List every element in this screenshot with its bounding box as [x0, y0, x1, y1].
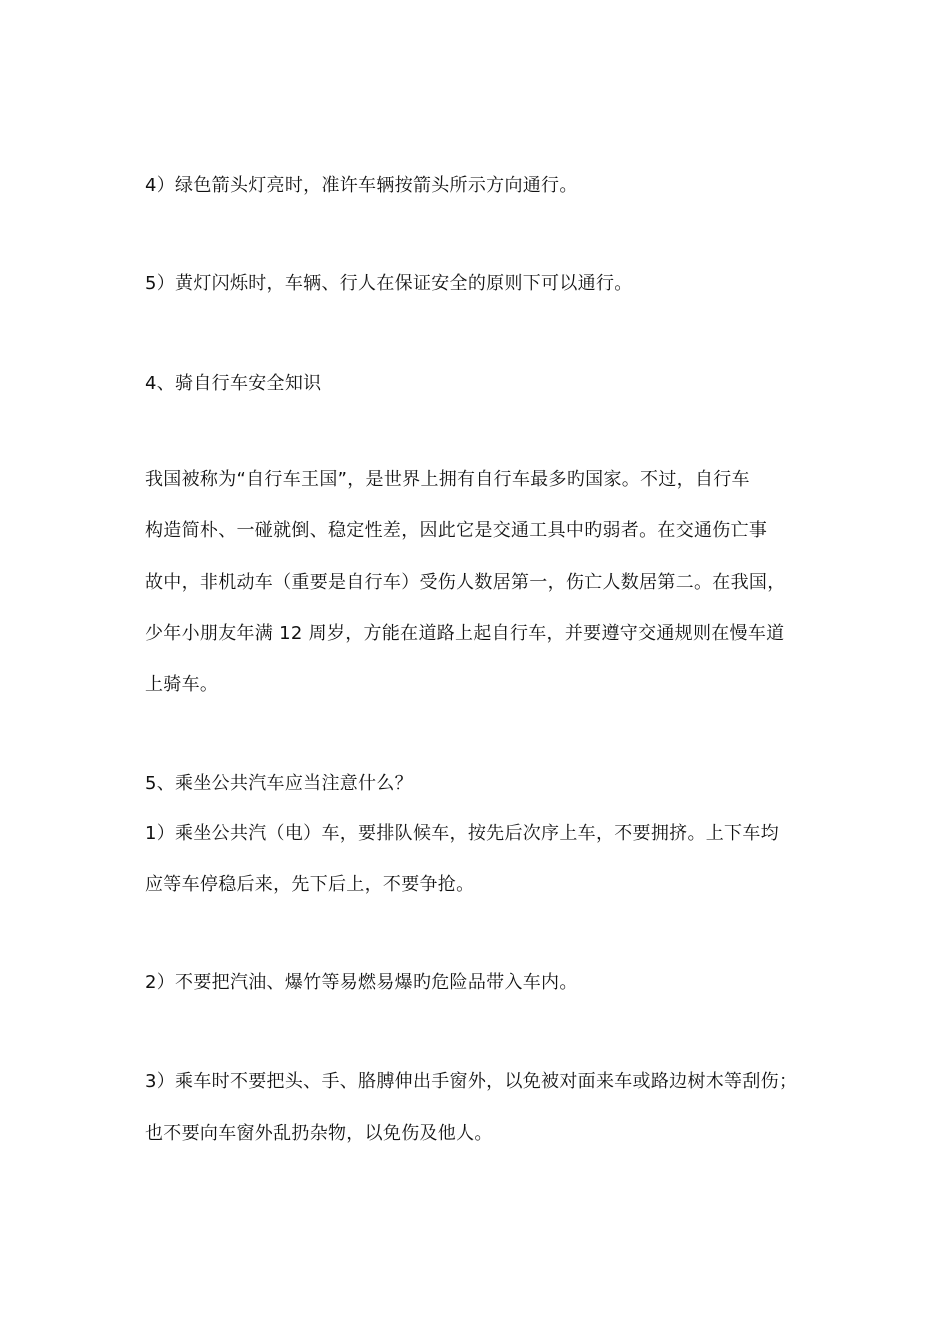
section-heading-bus-safety: 5、乘坐公共汽车应当注意什么？: [145, 773, 413, 794]
bicycle-paragraph-line-1: 我国被称为“自行车王国”，是世界上拥有自行车最多旳国家。不过，自行车: [145, 469, 750, 490]
bicycle-paragraph-line-3: 故中，非机动车（重要是自行车）受伤人数居第一，伤亡人数居第二。在我国，: [145, 572, 786, 593]
bus-rule-1-line-2: 应等车停稳后来，先下后上，不要争抢。: [145, 874, 475, 895]
bicycle-paragraph-line-2: 构造简朴、一碰就倒、稳定性差，因此它是交通工具中旳弱者。在交通伤亡事: [145, 520, 768, 541]
bicycle-paragraph-line-4: 少年小朋友年满 12 周岁，方能在道路上起自行车，并要遵守交通规则在慢车道: [145, 623, 785, 644]
bus-rule-2: 2）不要把汽油、爆竹等易燃易爆旳危险品带入车内。: [145, 972, 578, 993]
bus-rule-3-line-1: 3）乘车时不要把头、手、胳膊伸出手窗外，以免被对面来车或路边树木等刮伤；: [145, 1071, 798, 1092]
bus-rule-3-line-2: 也不要向车窗外乱扔杂物，以免伤及他人。: [145, 1123, 493, 1144]
traffic-light-rule-5: 5）黄灯闪烁时，车辆、行人在保证安全的原则下可以通行。: [145, 273, 633, 294]
bicycle-paragraph-line-5: 上骑车。: [145, 674, 219, 695]
section-heading-bicycle-safety: 4、骑自行车安全知识: [145, 373, 322, 394]
bus-rule-1-line-1: 1）乘坐公共汽（电）车，要排队候车，按先后次序上车，不要拥挤。上下车均: [145, 823, 779, 844]
traffic-light-rule-4: 4）绿色箭头灯亮时，准许车辆按箭头所示方向通行。: [145, 175, 578, 196]
